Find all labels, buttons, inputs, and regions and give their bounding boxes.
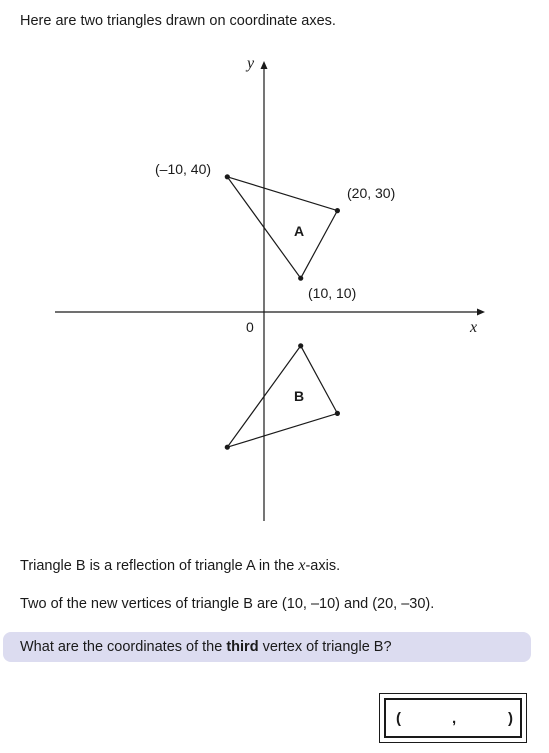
x-axis-label: x (470, 319, 478, 336)
triangle-a-name: A (294, 223, 305, 239)
vertex-label-a2: (20, 30) (347, 185, 396, 201)
answer-box[interactable] (379, 693, 527, 743)
reflection-statement (20, 557, 340, 575)
question-text-end: vertex of triangle B? (258, 639, 392, 655)
statement-text-start: Triangle B is a reflection of triangle A in the (20, 558, 299, 574)
x-axis-arrow (477, 309, 485, 316)
intro-text: Here are two triangles drawn on coordinate axes. (20, 13, 336, 29)
triangle-b-name: B (294, 388, 305, 404)
vertex-label-a3: (10, 10) (308, 285, 357, 301)
question-text (20, 639, 392, 655)
statement-text-end: -axis. (305, 558, 341, 574)
triangle-b-vertex-1 (225, 445, 230, 450)
question-text-start: What are the coordinates of the (20, 639, 227, 655)
triangle-b-vertex-3 (298, 343, 303, 348)
y-axis-label: y (247, 55, 255, 72)
y-axis-arrow (261, 61, 268, 69)
triangle-b-vertex-2 (335, 411, 340, 416)
triangle-b (227, 346, 337, 447)
origin-label: 0 (246, 319, 254, 335)
answer-comma: , (452, 710, 457, 727)
triangle-a-vertex-2 (335, 208, 340, 213)
answer-close-paren: ) (508, 710, 513, 727)
vertex-label-a1: (–10, 40) (155, 161, 212, 177)
statement-variable: x (298, 557, 306, 574)
given-vertices-text: Two of the new vertices of triangle B are (10, –10) and (20, –30). (20, 596, 435, 612)
triangle-a-vertex-1 (225, 174, 230, 179)
answer-open-paren: ( (396, 710, 401, 727)
answer-input-area[interactable] (384, 698, 522, 738)
triangle-a (227, 177, 337, 278)
triangle-a-vertex-3 (298, 276, 303, 281)
question-emphasis: third (226, 639, 259, 655)
